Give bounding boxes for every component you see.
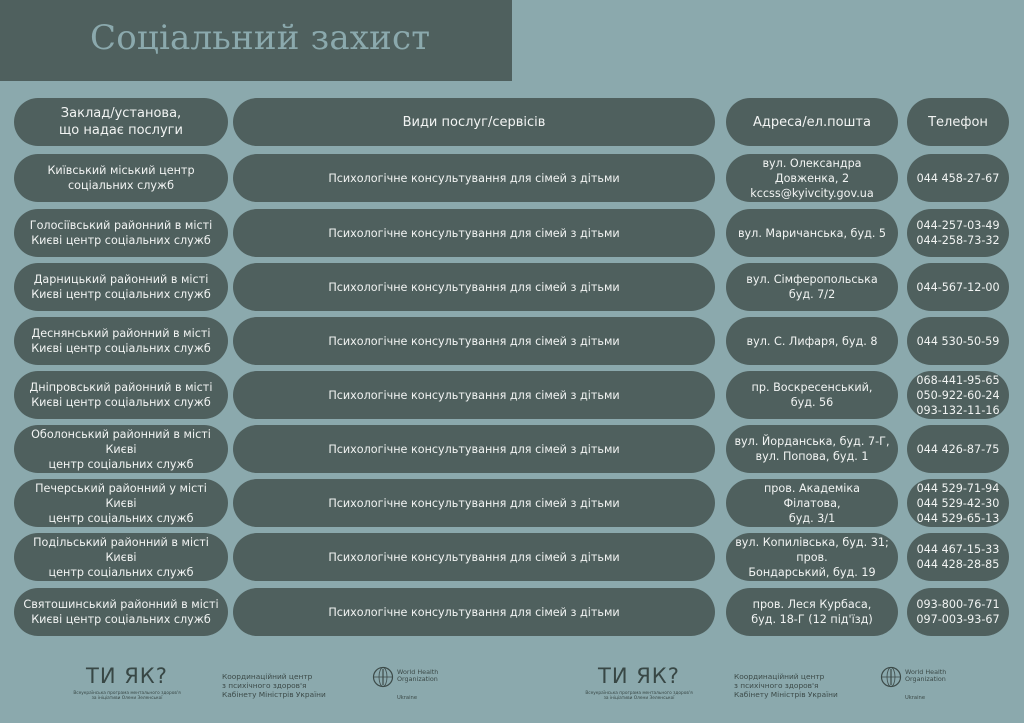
institution-cell: Печерський районний у місті Києві центр соціальних служб bbox=[14, 479, 228, 527]
address-cell: вул. С. Лифаря, буд. 8 bbox=[726, 317, 898, 365]
brand-subtitle: Всеукраїнська програма ментального здоров'я за ініціативи Олени Зеленської bbox=[585, 691, 693, 701]
who-logo bbox=[372, 666, 438, 688]
brand-logo: ТИ ЯК? bbox=[86, 664, 168, 688]
services-cell: Психологічне консультування для сімей з дітьми bbox=[233, 317, 715, 365]
services-cell: Психологічне консультування для сімей з дітьми bbox=[233, 371, 715, 419]
address-cell: вул. Олександра Довженка, 2 kccss@kyivcity.gov.ua bbox=[726, 154, 898, 202]
who-name: World Health Organization bbox=[397, 668, 439, 683]
phone-cell: 044 458-27-67 bbox=[907, 154, 1009, 202]
phone-cell: 093-800-76-71 097-003-93-67 bbox=[907, 588, 1009, 636]
institution-cell: Деснянський районний в місті Києві центр соціальних служб bbox=[14, 317, 228, 365]
institution-cell: Київський міський центр соціальних служб bbox=[14, 154, 228, 202]
phone-cell: 044 530-50-59 bbox=[907, 317, 1009, 365]
services-cell: Психологічне консультування для сімей з дітьми bbox=[233, 533, 715, 581]
phone-cell: 044 529-71-94 044 529-42-30 044 529-65-13 bbox=[907, 479, 1009, 527]
coordination-center-text: Координаційний центр з психічного здоров'я Кабінету Міністрів України bbox=[734, 672, 838, 699]
services-cell: Психологічне консультування для сімей з дітьми bbox=[233, 154, 715, 202]
who-country: Ukraine bbox=[397, 695, 418, 701]
services-cell: Психологічне консультування для сімей з дітьми bbox=[233, 588, 715, 636]
title-band bbox=[0, 0, 512, 81]
phone-cell: 044-257-03-49 044-258-73-32 bbox=[907, 209, 1009, 257]
address-cell: пров. Леся Курбаса, буд. 18-Г (12 під'їзд) bbox=[726, 588, 898, 636]
phone-cell: 068-441-95-65 050-922-60-24 093-132-11-16 bbox=[907, 371, 1009, 419]
services-cell: Психологічне консультування для сімей з дітьми bbox=[233, 479, 715, 527]
header-address: Адреса/ел.пошта bbox=[726, 98, 898, 146]
institution-cell: Дарницький районний в місті Києві центр соціальних служб bbox=[14, 263, 228, 311]
services-cell: Психологічне консультування для сімей з дітьми bbox=[233, 425, 715, 473]
who-country: Ukraine bbox=[905, 695, 926, 701]
address-cell: пр. Воскресенський, буд. 56 bbox=[726, 371, 898, 419]
header-institution: Заклад/установа, що надає послуги bbox=[14, 98, 228, 146]
brand-logo: ТИ ЯК? bbox=[598, 664, 680, 688]
services-cell: Психологічне консультування для сімей з дітьми bbox=[233, 263, 715, 311]
footer-logos-left bbox=[72, 664, 452, 708]
who-emblem-icon bbox=[880, 666, 902, 688]
address-cell: вул. Йорданська, буд. 7-Г, вул. Попова, буд. 1 bbox=[726, 425, 898, 473]
institution-cell: Дніпровський районний в місті Києві центр соціальних служб bbox=[14, 371, 228, 419]
address-cell: вул. Копилівська, буд. 31; пров. Бондарський, буд. 19 bbox=[726, 533, 898, 581]
header-services: Види послуг/сервісів bbox=[233, 98, 715, 146]
institution-cell: Голосіївський районний в місті Києві центр соціальних служб bbox=[14, 209, 228, 257]
address-cell: вул. Маричанська, буд. 5 bbox=[726, 209, 898, 257]
phone-cell: 044 426-87-75 bbox=[907, 425, 1009, 473]
services-cell: Психологічне консультування для сімей з дітьми bbox=[233, 209, 715, 257]
address-cell: вул. Сімферопольська буд. 7/2 bbox=[726, 263, 898, 311]
coordination-center-text: Координаційний центр з психічного здоров'я Кабінету Міністрів України bbox=[222, 672, 326, 699]
who-name: World Health Organization bbox=[905, 668, 947, 683]
institution-cell: Оболонський районний в місті Києві центр соціальних служб bbox=[14, 425, 228, 473]
phone-cell: 044-567-12-00 bbox=[907, 263, 1009, 311]
who-emblem-icon bbox=[372, 666, 394, 688]
institution-cell: Святошинський районний в місті Києві центр соціальних служб bbox=[14, 588, 228, 636]
header-phone: Телефон bbox=[907, 98, 1009, 146]
address-cell: пров. Академіка Філатова, буд. 3/1 bbox=[726, 479, 898, 527]
institution-cell: Подільський районний в місті Києві центр соціальних служб bbox=[14, 533, 228, 581]
brand-subtitle: Всеукраїнська програма ментального здоров'я за ініціативи Олени Зеленської bbox=[73, 691, 181, 701]
who-logo bbox=[880, 666, 946, 688]
phone-cell: 044 467-15-33 044 428-28-85 bbox=[907, 533, 1009, 581]
footer-logos-right bbox=[584, 664, 964, 708]
page-title: Соціальний захист bbox=[90, 18, 431, 58]
